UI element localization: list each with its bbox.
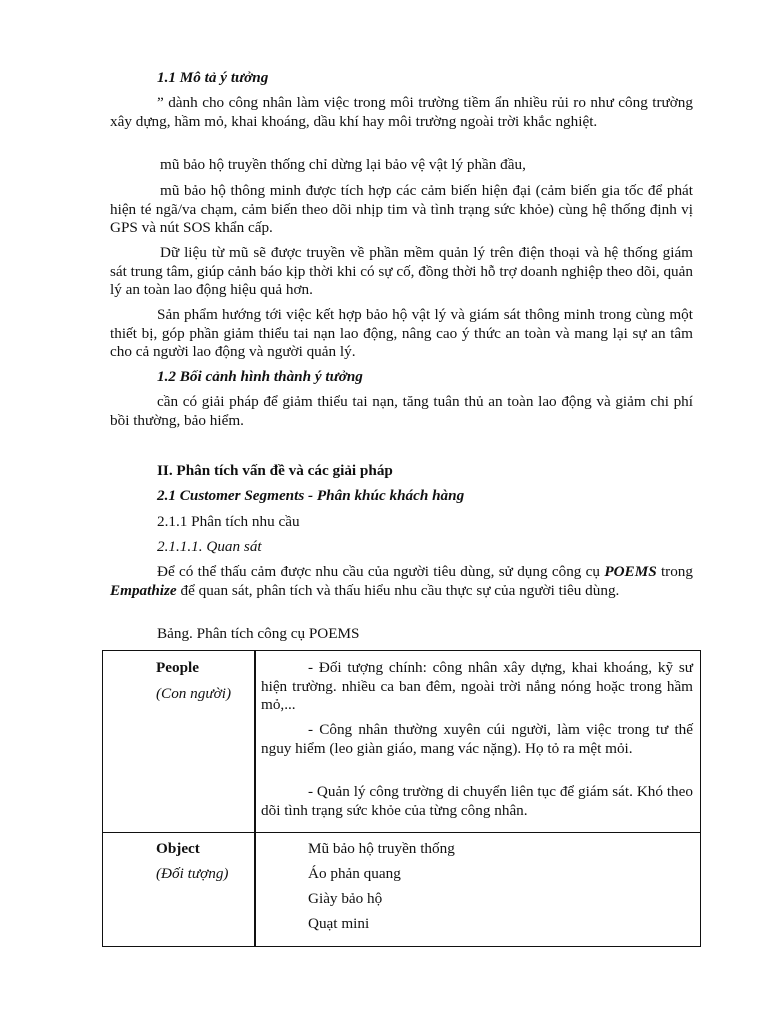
table-border-right xyxy=(700,650,701,947)
section-heading-1-2: 1.2 Bối cảnh hình thành ý tưởng xyxy=(157,368,363,385)
intro-paragraph xyxy=(110,563,693,600)
poems-term: POEMS xyxy=(604,563,657,580)
table-border-top xyxy=(102,650,701,651)
empathize-term: Empathize xyxy=(110,581,177,599)
paragraph: ” dành cho công nhân làm việc trong môi trường tiềm ẩn nhiều rủi ro như công trường xây dựng, hầm mỏ, khai khoáng, dầu khí hay môi trường ngoài trời khắc nghiệt. xyxy=(110,94,693,130)
table-border-left xyxy=(102,650,103,947)
list-item: Giày bảo hộ xyxy=(308,890,383,907)
paragraph: Dữ liệu từ mũ sẽ được truyền về phần mềm quản lý trên điện thoại và hệ thống giám sát trung tâm, giúp cảnh báo kịp thời khi có sự cố, đồng thời hỗ trợ doanh nghiệp theo dõi, quản lý an toàn lao động hiệu quả hơn. xyxy=(110,244,693,299)
list-item: Áo phản quang xyxy=(308,865,401,882)
cell-paragraph: - Công nhân thường xuyên cúi người, làm việc trong tư thế nguy hiểm (leo giàn giáo, mang vác nặng). Họ tỏ ra mệt mỏi. xyxy=(261,721,693,757)
table-border-bottom xyxy=(102,946,701,947)
subsection-heading-2-1-1-1: 2.1.1.1. Quan sát xyxy=(157,538,262,555)
cell-paragraph: - Đối tượng chính: công nhân xây dựng, khai khoáng, kỹ sư hiện trường. nhiều ca ban đêm, ngoài trời nắng nóng hoặc trong hầm mỏ,... xyxy=(261,659,693,714)
intro-text: Để có thể thấu cảm được nhu cầu của người tiêu dùng, sử dụng công cụ xyxy=(157,563,605,580)
subsection-heading-2-1: 2.1 Customer Segments - Phân khúc khách hàng xyxy=(157,487,465,504)
row-label: Object xyxy=(156,840,200,857)
section-heading-1-1: 1.1 Mô tả ý tưởng xyxy=(157,69,269,86)
paragraph: cần có giải pháp để giảm thiểu tai nạn, tăng tuân thủ an toàn lao động và giảm chi phí bồi thường, bảo hiểm. xyxy=(110,393,693,429)
object-list xyxy=(308,840,455,940)
table-caption: Bảng. Phân tích công cụ POEMS xyxy=(157,625,360,642)
section-heading-2: II. Phân tích vấn đề và các giải pháp xyxy=(157,462,393,479)
paragraph: mũ bảo hộ truyền thống chỉ dừng lại bảo vệ vật lý phần đầu, xyxy=(160,156,526,173)
list-item: Quạt mini xyxy=(308,915,370,932)
row-sublabel: (Con người) xyxy=(156,685,232,702)
row-sublabel: (Đối tượng) xyxy=(156,865,229,882)
cell-paragraph: - Quản lý công trường di chuyển liên tục để giám sát. Khó theo dõi tình trạng sức khỏe của từng công nhân. xyxy=(261,783,693,819)
row-label: People xyxy=(156,659,200,676)
intro-text: để quan sát, phân tích và thấu hiểu nhu cầu thực sự của người tiêu dùng. xyxy=(176,581,620,599)
paragraph: Sản phẩm hướng tới việc kết hợp bảo hộ vật lý và giám sát thông minh trong cùng một thiết bị, góp phần giảm thiểu tai nạn lao động, nâng cao ý thức an toàn và mang lại sự an tâm cho cả người lao động và người quản lý. xyxy=(110,306,693,361)
paragraph: mũ bảo hộ thông minh được tích hợp các cảm biến hiện đại (cảm biến gia tốc để phát hiện té ngã/va chạm, cảm biến theo dõi nhịp tim và tình trạng sức khỏe) cùng hệ thống định vị GPS và nút SOS khẩn cấp. xyxy=(110,182,693,237)
intro-text: trong xyxy=(656,563,693,580)
subsection-heading-2-1-1: 2.1.1 Phân tích nhu cầu xyxy=(157,513,300,530)
table-row-divider xyxy=(102,832,701,833)
list-item: Mũ bảo hộ truyền thống xyxy=(308,840,455,857)
table-column-divider xyxy=(254,650,256,947)
